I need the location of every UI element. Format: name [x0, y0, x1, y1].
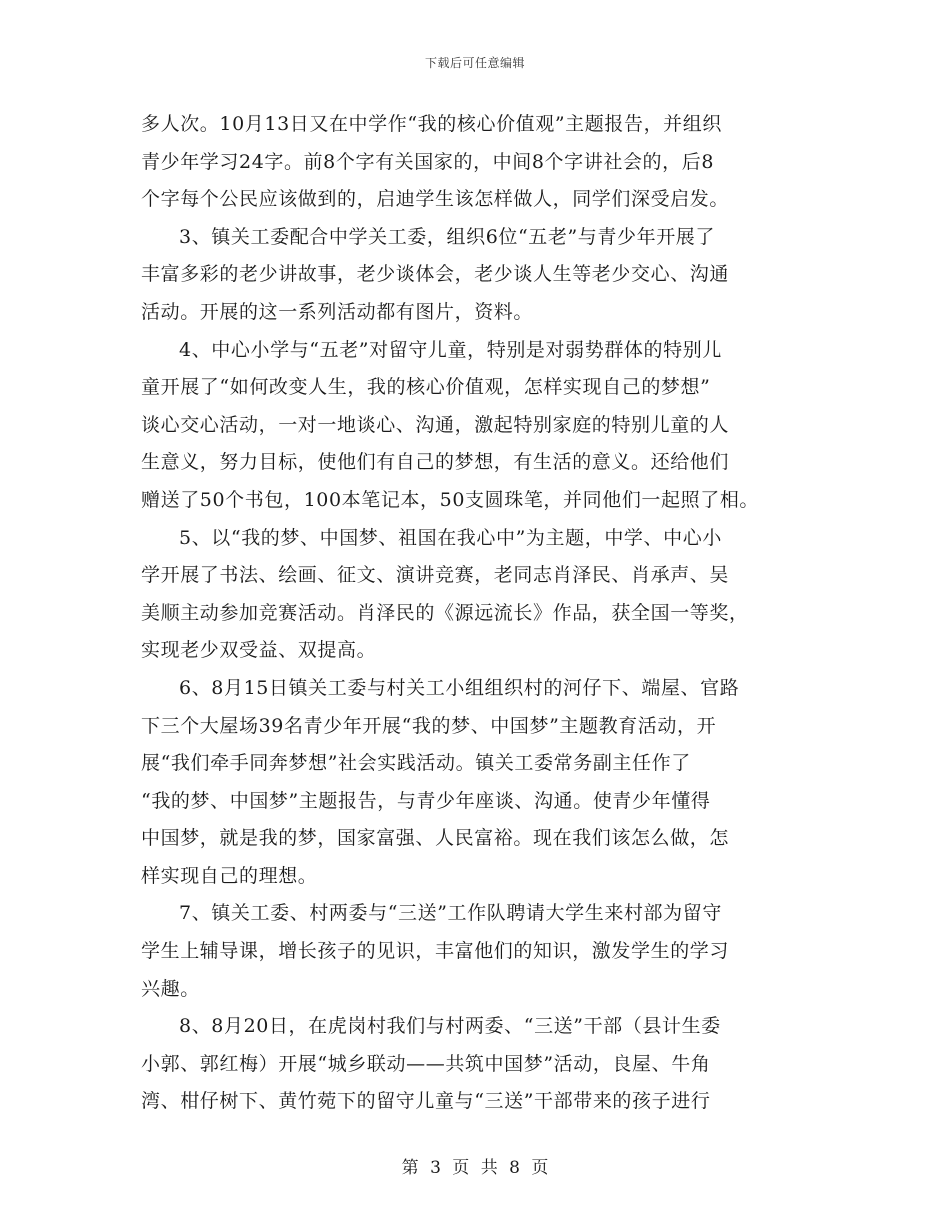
text-line: 美顺主动参加竞赛活动。肖泽民的《源远流长》作品，获全国一等奖， [141, 601, 749, 624]
text-line: 7、镇关工委、村两委与“三送”工作队聘请大学生来村部为留守 [179, 902, 722, 925]
text-line: 样实现自己的理想。 [141, 864, 318, 887]
text-line: 湾、柑仔树下、黄竹菀下的留守儿童与“三送”干部带来的孩子进行 [141, 1090, 711, 1113]
text-line: 中国梦，就是我的梦，国家富强、人民富裕。现在我们该怎么做，怎 [141, 827, 730, 850]
text-line: 童开展了“如何改变人生，我的核心价值观，怎样实现自己的梦想” [141, 376, 711, 399]
text-line: 展“我们牵手同奔梦想”社会实践活动。镇关工委常务副主任作了 [141, 752, 691, 775]
text-line: 8、8月20日，在虎岗村我们与村两委、“三送”干部（县计生委 [179, 1015, 721, 1038]
text-line: 青少年学习24字。前8个字有关国家的，中间8个字讲社会的，后8 [141, 150, 715, 173]
text-line: “我的梦、中国梦”主题报告，与青少年座谈、沟通。使青少年懂得 [141, 789, 711, 812]
text-line: 多人次。10月13日又在中学作“我的核心价值观”主题报告，并组织 [141, 113, 722, 135]
text-line: 下三个大屋场39名青少年开展“我的梦、中国梦”主题教育活动，开 [141, 714, 717, 737]
text-line: 6、8月15日镇关工委与村关工小组组织村的河仔下、端屋、官路 [179, 676, 740, 699]
text-line: 学开展了书法、绘画、征文、演讲竞赛，老同志肖泽民、肖承声、吴 [141, 564, 730, 587]
text-line: 4、中心小学与“五老”对留守儿童，特别是对弱势群体的特别儿 [179, 338, 722, 361]
text-line: 个字每个公民应该做到的，启迪学生该怎样做人，同学们深受启发。 [141, 188, 730, 211]
text-line: 谈心交心活动，一对一地谈心、沟通，激起特别家庭的特别儿童的人 [141, 413, 730, 436]
text-line: 学生上辅导课，增长孩子的见识，丰富他们的知识，激发学生的学习 [141, 940, 730, 963]
text-line: 5、以“我的梦、中国梦、祖国在我心中”为主题，中学、中心小 [179, 526, 722, 549]
page-footer: 第 3 页 共 8 页 [401, 1158, 549, 1178]
text-line: 兴趣。 [141, 977, 200, 1000]
text-line: 生意义，努力目标，使他们有自己的梦想，有生活的意义。还给他们 [141, 451, 730, 474]
text-line: 活动。开展的这一系列活动都有图片，资料。 [141, 300, 534, 323]
text-line: 小郭、郭红梅）开展“城乡联动——共筑中国梦”活动，良屋、牛角 [141, 1052, 711, 1075]
text-line: 赠送了50个书包，100本笔记本，50支圆珠笔，并同他们一起照了相。 [141, 488, 760, 511]
text-line: 实现老少双受益、双提高。 [141, 639, 377, 662]
document-body [141, 106, 813, 1121]
text-line: 丰富多彩的老少讲故事，老少谈体会，老少谈人生等老少交心、沟通 [141, 263, 730, 286]
page-header: 下载后可任意编辑 [424, 56, 525, 70]
text-line: 3、镇关工委配合中学关工委，组织6位“五老”与青少年开展了 [179, 225, 716, 248]
